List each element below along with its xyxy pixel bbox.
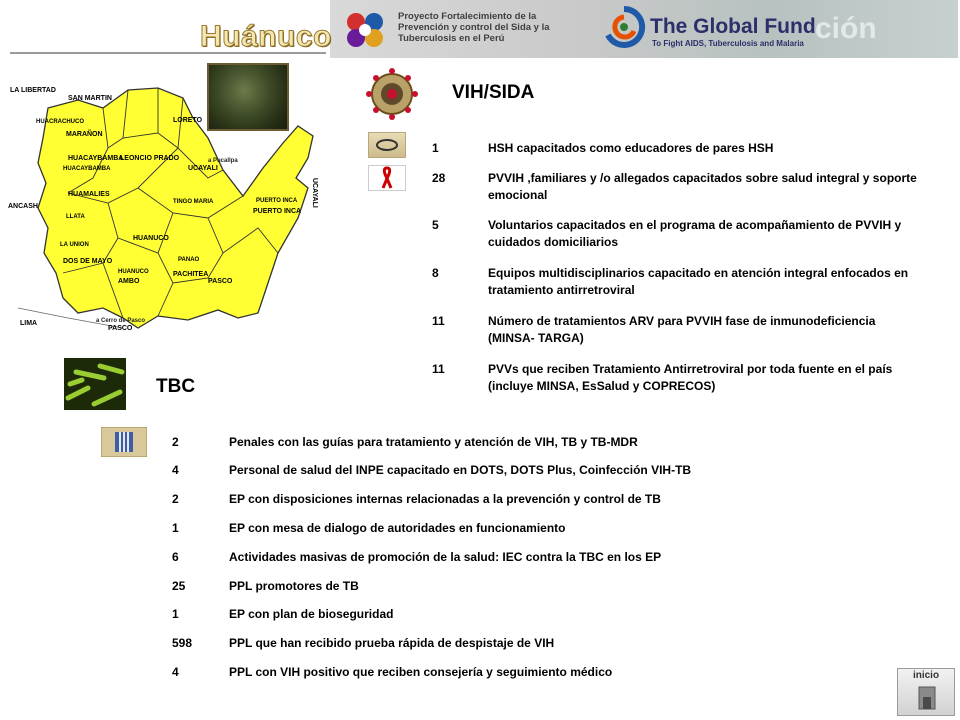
- red-ribbon-icon: [368, 165, 406, 191]
- map-city-panao: PANAO: [178, 257, 200, 263]
- map-label-la-libertad: LA LIBERTAD: [10, 87, 56, 94]
- tbc-item-text: PPL que han recibido prueba rápida de despistaje de VIH: [229, 636, 555, 650]
- vih-item-text: Número de tratamientos ARV para PVVIH fase de inmunodeficiencia (MINSA- TARGA): [488, 314, 876, 345]
- map-label-lima: LIMA: [20, 320, 38, 327]
- vih-item-count: 5: [432, 218, 439, 232]
- map-province-puerto-inca: PUERTO INCA: [253, 208, 302, 215]
- global-fund-subtitle: To Fight AIDS, Tuberculosis and Malaria: [652, 39, 804, 48]
- map-label-ancash: ANCASH: [8, 203, 38, 210]
- vih-item-text: HSH capacitados como educadores de pares HSH: [488, 141, 774, 155]
- tbc-item-text: PPL con VIH positivo que reciben consejería y seguimiento médico: [229, 665, 613, 679]
- map-label-ucayali-east: UCAYALI: [311, 178, 318, 208]
- tbc-item-count: 598: [172, 636, 193, 650]
- map-province-dos-de-mayo: DOS DE MAYO: [63, 258, 113, 265]
- tbc-item-text: Personal de salud del INPE capacitado en DOTS, DOTS Plus, Coinfección VIH-TB: [229, 463, 692, 477]
- tbc-item-count: 1: [172, 521, 179, 535]
- global-fund-logo-icon: [600, 5, 648, 49]
- vih-item-count: 8: [432, 266, 439, 280]
- landscape-photo: [207, 63, 289, 131]
- tbc-item-count: 4: [172, 665, 179, 679]
- map-road-pucallpa: a Pucallpa: [208, 158, 238, 164]
- tbc-item-count: 2: [172, 435, 179, 449]
- region-title: Huánuco: [200, 20, 332, 53]
- bacteria-icon: [64, 358, 126, 410]
- tbc-item-text: Penales con las guías para tratamiento y atención de VIH, TB y TB-MDR: [229, 435, 638, 449]
- tbc-item-count: 4: [172, 463, 179, 477]
- map-city-huacaybamba: HUACAYBAMBA: [63, 166, 111, 172]
- map-city-puerto-inca: PUERTO INCA: [256, 198, 298, 204]
- map-province-huacaybamba: HUACAYBAMBA: [68, 155, 124, 162]
- map-city-llata: LLATA: [66, 214, 85, 220]
- vih-item-count: 28: [432, 171, 446, 185]
- map-province-pachitea: PACHITEA: [173, 271, 209, 278]
- prison-bars-icon: [101, 427, 147, 457]
- map-label-pasco-east: PASCO: [208, 278, 233, 285]
- home-door-icon: [916, 685, 938, 711]
- tbc-item-text: Actividades masivas de promoción de la salud: IEC contra la TBC en los EP: [229, 550, 662, 564]
- map-province-maranon: MARAÑON: [66, 131, 103, 138]
- header-ghost-text: ción: [815, 12, 877, 45]
- project-logo-icon: [342, 8, 388, 50]
- map-city-tingo-maria: TINGO MARIA: [173, 199, 214, 205]
- map-province-ambo: AMBO: [118, 278, 140, 285]
- map-city-la-union: LA UNION: [60, 242, 89, 248]
- vih-item-text: Equipos multidisciplinarios capacitado en atención integral enfocados en tratamiento antirretroviral: [488, 266, 909, 297]
- vih-section-title: VIH/SIDA: [452, 82, 535, 103]
- map-label-san-martin: SAN MARTIN: [68, 95, 112, 102]
- tbc-item-text: EP con mesa de dialogo de autoridades en funcionamiento: [229, 521, 566, 535]
- project-title: Proyecto Fortalecimiento de la Prevención y control del Sida y la Tuberculosis en el Perú: [398, 11, 550, 44]
- tbc-section-title: TBC: [156, 376, 196, 397]
- vih-item-count: 11: [432, 362, 445, 376]
- tbc-item-count: 2: [172, 492, 179, 506]
- map-label-ucayali: UCAYALI: [188, 165, 218, 172]
- global-fund-title: The Global Fund: [650, 15, 816, 38]
- vih-item-text: Voluntarios capacitados en el programa de acompañamiento de PVVIH y cuidados domiciliarios: [488, 218, 902, 249]
- tbc-item-count: 1: [172, 607, 179, 621]
- vih-item-text: PVVIH ,familiares y /o allegados capacitados sobre salud integral y soporte emocional: [488, 171, 917, 202]
- virus-icon: [362, 66, 422, 122]
- tbc-item-count: 6: [172, 550, 179, 564]
- map-province-leoncio-prado: LEONCIO PRADO: [120, 155, 180, 162]
- ribbon-badge-icon: [368, 132, 406, 158]
- inicio-label: inicio: [912, 670, 940, 681]
- vih-item-count: 11: [432, 314, 445, 328]
- tbc-item-count: 25: [172, 579, 186, 593]
- tbc-item-text: EP con disposiciones internas relacionadas a la prevención y control de TB: [229, 492, 661, 506]
- map-label-pasco-south: PASCO: [108, 325, 133, 332]
- map-city-huacrachuco: HUACRACHUCO: [36, 119, 84, 125]
- inicio-button[interactable]: [897, 668, 955, 716]
- map-province-huanuco: HUANUCO: [133, 235, 169, 242]
- vih-item-count: 1: [432, 141, 439, 155]
- vih-item-text: PVVs que reciben Tratamiento Antirretroviral por toda fuente en el país (incluye MINSA, EsSalud y COPRECOS): [488, 362, 893, 393]
- map-city-huanuco: HUANUCO: [118, 269, 149, 275]
- map-road-cerro-de-pasco: a Cerro de Pasco: [96, 318, 146, 324]
- tbc-item-text: EP con plan de bioseguridad: [229, 607, 394, 621]
- map-province-huamalies: HUAMALIES: [68, 191, 110, 198]
- map-label-loreto: LORETO: [173, 117, 203, 124]
- tbc-item-text: PPL promotores de TB: [229, 579, 359, 593]
